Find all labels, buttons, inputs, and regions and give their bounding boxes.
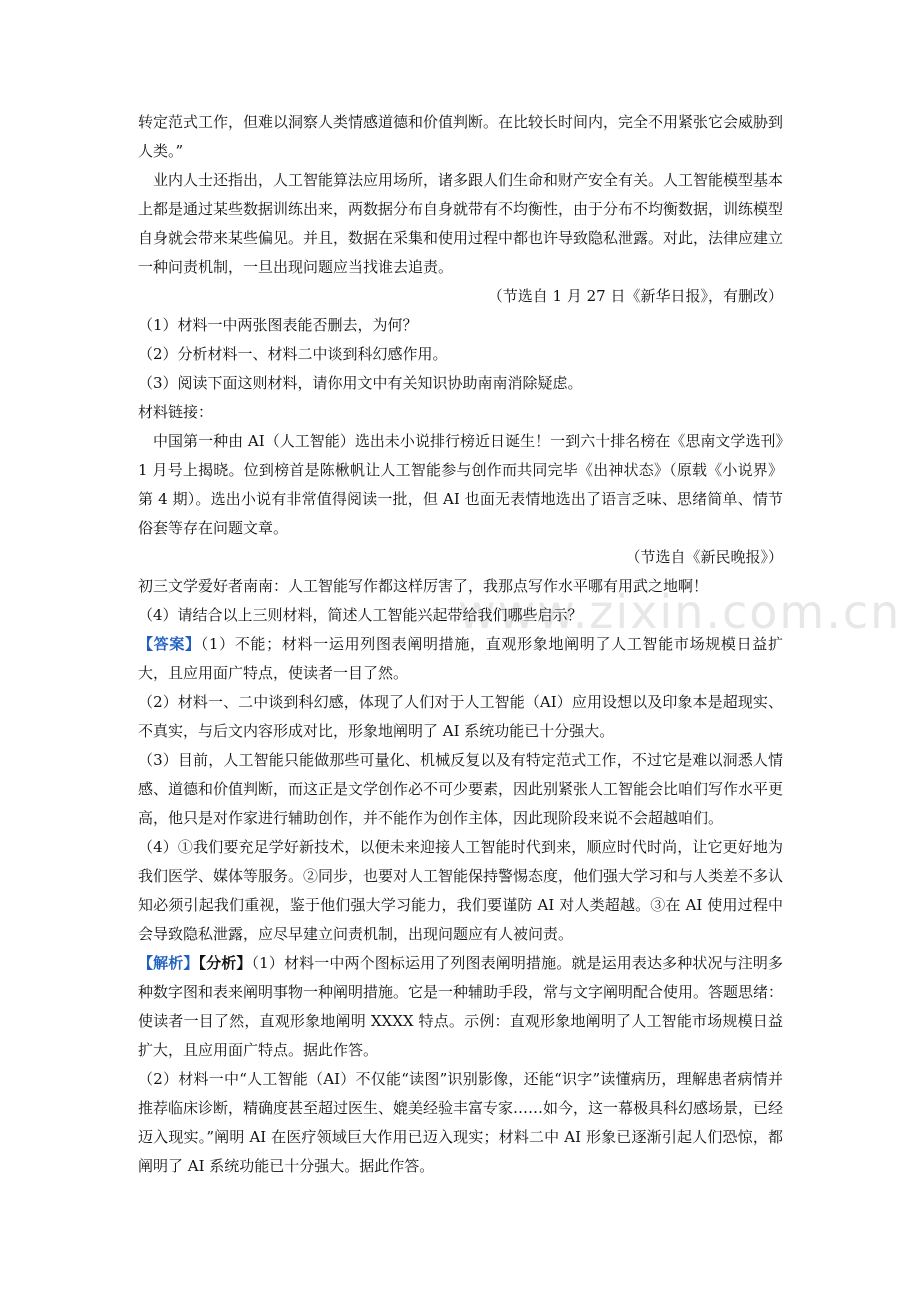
answer-1-text: （1）不能；材料一运用列图表阐明措施，直观形象地阐明了人工智能市场规模日益扩大，且应用面广特点，使读者一目了然。: [138, 635, 783, 682]
material-link-text: 中国第一种由 AI（人工智能）选出未小说排行榜近日诞生！一到六十排名榜在《思南文学选刊》1 月号上揭晓。位到榜首是陈楸帆让人工智能参与创作而共同完毕《出神状态》（原载《小说界》第 4 期）。选出小说有非常值得阅读一批，但 AI 也面无表情地选出了语言乏味、思绪简单、情节俗套等存在问题文章。: [138, 432, 783, 537]
analysis-sub-tag: 【分析】: [198, 954, 252, 972]
watermark: www.zixin.com.cn: [458, 585, 902, 639]
answer-3: （3）目前，人工智能只能做那些可量化、机械反复以及有特定范式工作，不过它是难以洞悉人情感、道德和价值判断，而这正是文学创作必不可少要素，因此别紧张人工智能会比咱们写作水平更高，他只是对作家进行辅助创作，并不能作为创作主体，因此现阶段来说不会超越咱们。: [138, 751, 784, 827]
answer-tag: 【答案】: [138, 635, 201, 653]
article-source: （节选自 1 月 27 日《新华日报》，有删改）: [487, 287, 783, 305]
nannan-quote: 初三文学爱好者南南：人工智能写作都这样厉害了，我那点写作水平哪有用武之地啊！: [138, 577, 709, 595]
question-1: （1）材料一中两张图表能否删去，为何？: [138, 316, 418, 334]
analysis-1-text: （1）材料一中两个图标运用了列图表阐明措施。就是运用表达多种状况与注明多种数字图和表来阐明事物一种阐明措施。它是一种辅助手段，常与文字阐明配合使用。答题思绪：使读者一目了然，直观形象地阐明 XXXX 特点。示例：直观形象地阐明了人工智能市场规模日益扩大，且应用面广特点。据此作答。: [138, 954, 784, 1059]
answer-2: （2）材料一、二中谈到科幻感，体现了人们对于人工智能（AI）应用设想以及印象本是超现实、不真实，与后文内容形成对比，形象地阐明了 AI 系统功能已十分强大。: [138, 693, 783, 740]
document-page: [138, 108, 783, 1181]
question-4: （4）请结合以上三则材料，简述人工智能兴起带给我们哪些启示？: [138, 606, 583, 624]
answer-4: （4）①我们要充足学好新技术，以便未来迎接人工智能时代到来，顺应时代时尚，让它更好地为我们医学、媒体等服务。②同步，也要对人工智能保持警惕态度，他们强大学习和与人类差不多认知必须引起我们重视，鉴于他们强大学习能力，我们要谨防 AI 对人类超越。③在 AI 使用过程中会导致隐私泄露，应尽早建立问责机制，出现问题应有人被问责。: [138, 838, 784, 943]
material-link-source: （节选自《新民晚报》）: [625, 548, 783, 566]
article-paragraph-2: 业内人士还指出，人工智能算法应用场所，诸多跟人们生命和财产安全有关。人工智能模型基本上都是通过某些数据训练出来，两数据分布自身就带有不均衡性，由于分布不均衡数据，训练模型自身就会带来某些偏见。并且，数据在采集和使用过程中都也许导致隐私泄露。对此，法律应建立一种问责机制，一旦出现问题应当找谁去追责。: [138, 171, 784, 276]
question-2: （2）分析材料一、材料二中谈到科幻感作用。: [138, 345, 448, 363]
question-3: （3）阅读下面这则材料，请你用文中有关知识协助南南消除疑虑。: [138, 374, 583, 392]
analysis-2: （2）材料一中“人工智能（AI）不仅能“读图”识别影像，还能“识字”读懂病历，理解患者病情并推荐临床诊断，精确度甚至超过医生、媲美经验丰富专家……如今，这一幕极具科幻感场景，已经迈入现实。”阐明 AI 在医疗领域巨大作用已迈入现实；材料二中 AI 形象已逐渐引起人们恐惊，都阐明了 AI 系统功能已十分强大。据此作答。: [138, 1070, 784, 1175]
analysis-tag: 【解析】: [138, 954, 199, 972]
material-link-label: 材料链接：: [138, 403, 214, 421]
answer-1: [138, 630, 783, 688]
analysis-1: [138, 949, 783, 1065]
article-paragraph-1: 转定范式工作，但难以洞察人类情感道德和价值判断。在比较长时间内，完全不用紧张它会威胁到人类。”: [138, 113, 784, 160]
